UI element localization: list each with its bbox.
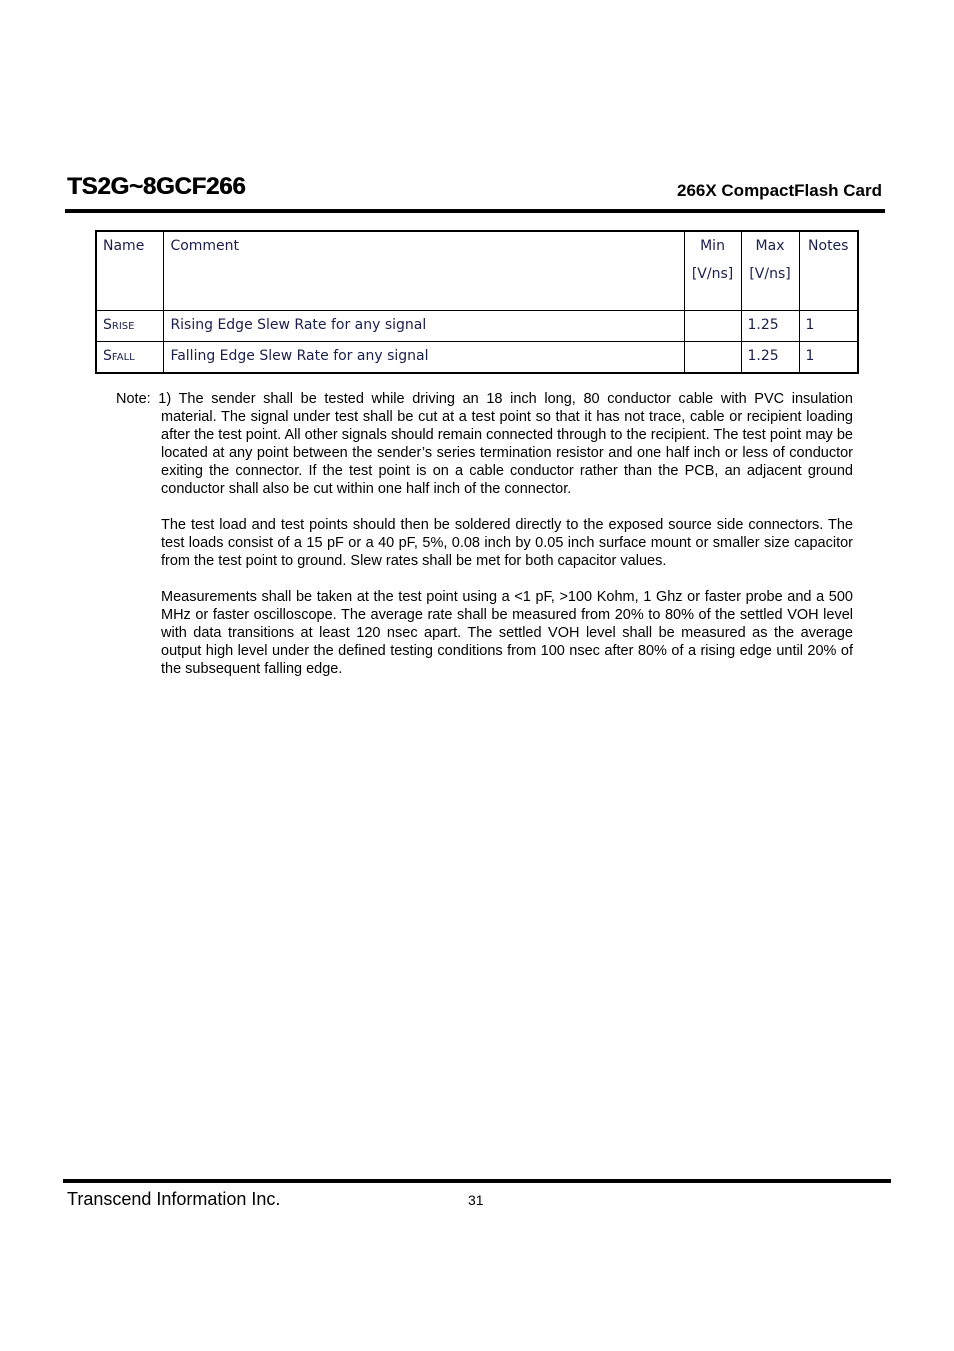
- header-min: [684, 231, 741, 311]
- header-min-unit: [V/ns]: [691, 266, 734, 282]
- row-name-main: S: [103, 348, 112, 364]
- row-name-subscript: FALL: [111, 352, 135, 363]
- note-paragraph-1: material. The signal under test shall be cut at a test point so that it has not trace, cable or recipient loading after the test point. All other signals should remain connected through to the recipient. The test point may be located at any point between the sender’s series termination resistor and one half inch or less of conductor exiting the connector. If the test point is on a cable conductor rather than the PCB, an adjacent ground conductor shall also be cut within one half inch of the connector.: [161, 409, 853, 497]
- row-comment: Rising Edge Slew Rate for any signal: [164, 311, 684, 342]
- row-comment: Falling Edge Slew Rate for any signal: [164, 342, 684, 374]
- row-max: 1.25: [741, 311, 799, 342]
- row-min: [684, 311, 741, 342]
- slew-rate-table: [95, 230, 859, 374]
- row-min: [684, 342, 741, 374]
- document-subtitle: 266X CompactFlash Card: [676, 181, 882, 200]
- row-notes: 1: [799, 311, 858, 342]
- row-name: [96, 311, 164, 342]
- header-divider: [65, 209, 885, 213]
- header-max-unit: [V/ns]: [749, 266, 791, 282]
- row-name-main: S: [103, 317, 112, 333]
- header-notes: Notes: [799, 231, 858, 311]
- table-row: [96, 311, 858, 342]
- table-row: [96, 342, 858, 374]
- page-number: 31: [468, 1192, 484, 1208]
- note-block: [116, 390, 853, 678]
- header-max: [741, 231, 799, 311]
- header-min-label: Min: [700, 238, 725, 254]
- row-max: 1.25: [741, 342, 799, 374]
- header-name: Name: [96, 231, 164, 311]
- row-notes: 1: [799, 342, 858, 374]
- note-lead: Note: 1) The sender shall be tested while driving an 18 inch long, 80 conductor cable with PVC insulation: [116, 391, 853, 407]
- header-comment: Comment: [164, 231, 684, 311]
- row-name: [96, 342, 164, 374]
- header-max-label: Max: [755, 238, 785, 254]
- footer-divider: [63, 1179, 891, 1183]
- note-paragraph-2: The test load and test points should then be soldered directly to the exposed source side connectors. The test loads consist of a 15 pF or a 40 pF, 5%, 0.08 inch by 0.05 inch surface mount or smaller size capacitor from the test point to ground. Slew rates shall be met for both capacitor values.: [161, 517, 853, 569]
- note-paragraph-3: Measurements shall be taken at the test point using a <1 pF, >100 Kohm, 1 Ghz or faster probe and a 500 MHz or faster oscilloscope. The average rate shall be measured from 20% to 80% of the settled VOH level with data transitions at least 120 nsec apart. The settled VOH level shall be measured as the average output high level under the defined testing conditions from 100 nsec after 80% of a rising edge until 20% of the subsequent falling edge.: [161, 589, 853, 677]
- footer-company: Transcend Information Inc.: [67, 1189, 281, 1209]
- row-name-subscript: RISE: [111, 321, 135, 332]
- table-header-row: [96, 231, 858, 311]
- document-title: TS2G~8GCF266: [67, 173, 246, 200]
